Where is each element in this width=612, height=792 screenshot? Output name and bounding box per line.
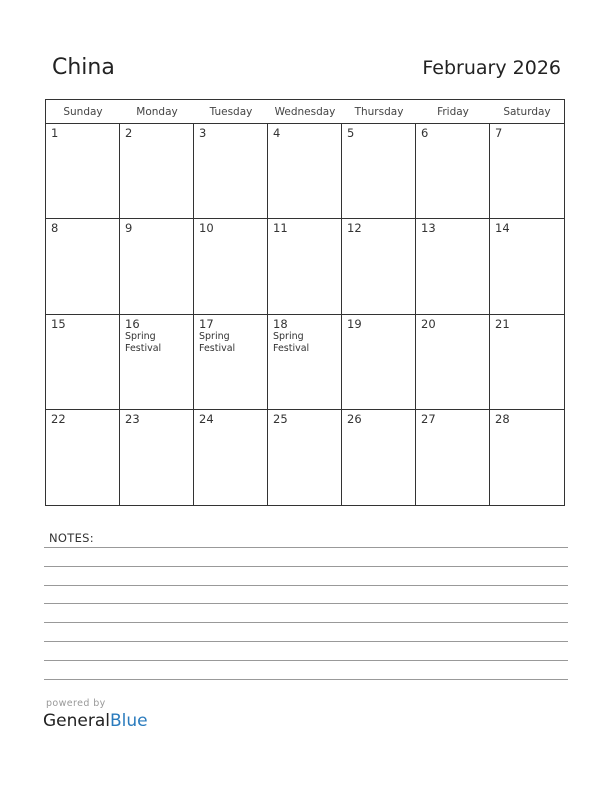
day-cell: [120, 219, 194, 314]
day-cell: [46, 410, 120, 505]
day-number: 24: [199, 411, 214, 426]
calendar-month-title: February 2026: [422, 57, 561, 79]
note-line: [44, 566, 568, 567]
day-cell: [120, 124, 194, 219]
day-cell: [46, 315, 120, 410]
day-number: 9: [125, 221, 133, 236]
brand-general-text: General: [43, 711, 110, 731]
day-cell: [416, 219, 490, 314]
note-line: [44, 585, 568, 586]
holiday-label: Spring Festival: [199, 330, 236, 354]
day-number: 18: [273, 316, 288, 331]
day-number: 14: [495, 221, 510, 236]
day-number: 10: [199, 221, 214, 236]
day-number: 19: [347, 316, 362, 331]
day-cell: [342, 219, 416, 314]
day-cell: [194, 219, 268, 314]
day-cell: [342, 410, 416, 505]
calendar-grid: [45, 99, 565, 506]
note-line: [44, 679, 568, 680]
day-number: 5: [347, 126, 355, 140]
weekday-header-monday: Monday: [120, 100, 194, 124]
day-number: 3: [199, 126, 207, 140]
day-cell: [194, 124, 268, 219]
day-number: 23: [125, 411, 140, 426]
day-number: 13: [421, 221, 436, 236]
day-cell: [416, 410, 490, 505]
note-line: [44, 660, 568, 661]
weekday-header-friday: Friday: [416, 100, 490, 124]
day-cell: [120, 315, 194, 410]
weekday-header-saturday: Saturday: [490, 100, 564, 124]
day-cell: [490, 410, 564, 505]
day-cell: [342, 124, 416, 219]
powered-by-text: powered by: [46, 698, 106, 709]
day-number: 16: [125, 316, 140, 331]
day-number: 20: [421, 316, 436, 331]
day-number: 12: [347, 221, 362, 236]
day-cell: [490, 124, 564, 219]
day-cell: [416, 124, 490, 219]
holiday-label: Spring Festival: [273, 330, 310, 354]
day-cell: [268, 219, 342, 314]
day-cell: [490, 315, 564, 410]
day-number: 1: [51, 126, 59, 140]
weekday-header-thursday: Thursday: [342, 100, 416, 124]
day-number: 7: [495, 126, 503, 140]
day-cell: [194, 410, 268, 505]
day-number: 28: [495, 411, 510, 426]
day-number: 27: [421, 411, 436, 426]
day-cell: [46, 124, 120, 219]
weekday-header-tuesday: Tuesday: [194, 100, 268, 124]
day-number: 25: [273, 411, 288, 426]
note-line: [44, 603, 568, 604]
day-cell: [342, 315, 416, 410]
day-cell: [490, 219, 564, 314]
day-number: 4: [273, 126, 281, 140]
note-line: [44, 547, 568, 548]
holiday-label: Spring Festival: [125, 330, 162, 354]
weekday-header-wednesday: Wednesday: [268, 100, 342, 124]
day-cell: [268, 315, 342, 410]
day-number: 15: [51, 316, 66, 331]
note-line: [44, 622, 568, 623]
day-number: 21: [495, 316, 510, 331]
generalblue-logo: [43, 711, 148, 731]
day-cell: [416, 315, 490, 410]
day-cell: [194, 315, 268, 410]
note-line: [44, 641, 568, 642]
day-cell: [120, 410, 194, 505]
notes-label: NOTES:: [49, 531, 94, 545]
day-number: 11: [273, 221, 288, 236]
day-number: 2: [125, 126, 133, 140]
day-number: 8: [51, 221, 59, 236]
day-number: 22: [51, 411, 66, 426]
weekday-header-sunday: Sunday: [46, 100, 120, 124]
day-cell: [46, 219, 120, 314]
day-number: 17: [199, 316, 214, 331]
calendar-country-title: China: [52, 55, 115, 80]
day-number: 6: [421, 126, 429, 140]
day-number: 26: [347, 411, 362, 426]
day-cell: [268, 124, 342, 219]
brand-blue-text: Blue: [110, 711, 148, 731]
day-cell: [268, 410, 342, 505]
